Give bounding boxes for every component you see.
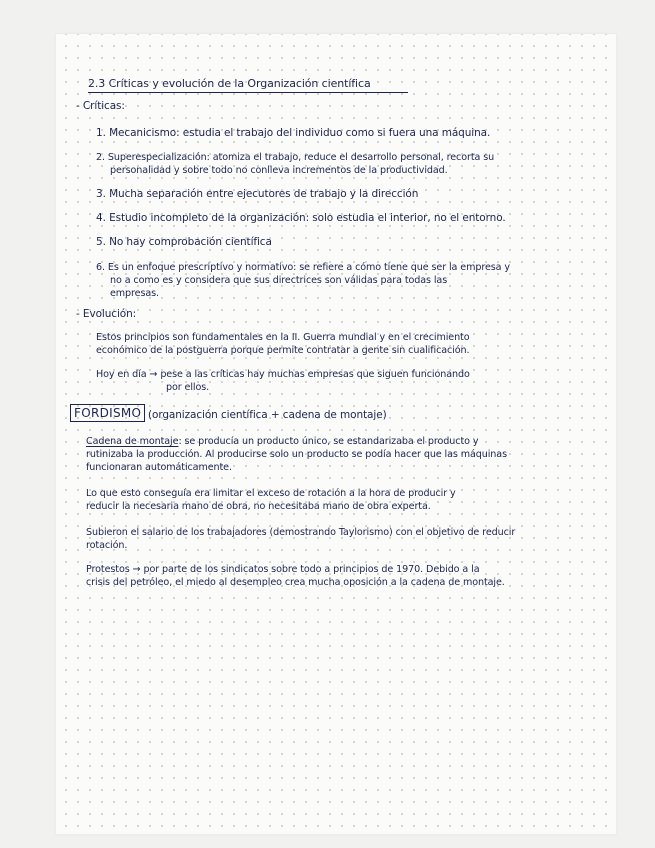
evolucion-p1-line1: Estos principios son fundamentales en la II. Guerra mundial y en el crecimiento (96, 332, 470, 343)
fordismo-subtitle: (organización científica + cadena de montaje) (148, 409, 387, 421)
fordismo-p1-line3: funcionaran automáticamente. (86, 462, 232, 473)
title-underline (88, 92, 408, 93)
critica-text: Mucha separación entre ejecutores de trabajo y la dirección (109, 188, 419, 200)
cadena-text: : se producía un producto único, se estandarizaba el producto y (178, 436, 479, 447)
fordismo-p3-line2: rotación. (86, 540, 128, 551)
critica-text: Es un enfoque prescriptivo y normativo: se refiere a cómo tiene que ser la empresa y (107, 262, 510, 273)
evolucion-p2-line1: Hoy en día → pese a las críticas hay muchas empresas que siguen funcionando (96, 369, 470, 380)
critica-item-3 (96, 188, 418, 200)
critica-item-6-line3: empresas. (110, 288, 159, 299)
fordismo-p3-line1: Subieron el salario de los trabajadores (demostrando Taylorismo) con el objetivo de reducir (86, 527, 516, 538)
evolucion-p2-line2: por ellos. (166, 382, 210, 393)
critica-item-1 (96, 127, 490, 139)
critica-text: Estudio incompleto de la organización: solo estudia el interior, no el entorno. (109, 212, 506, 224)
critica-item-6 (96, 262, 510, 274)
cadena-label: Cadena de montaje (86, 436, 179, 447)
fordismo-p2-line1: Lo que esto conseguía era limitar el exceso de rotación a la hora de producir y (86, 488, 456, 499)
fordismo-p1-line1 (86, 436, 478, 448)
fordismo-box: FORDISMO (70, 404, 145, 422)
critica-text: No hay comprobación científica (109, 236, 272, 248)
criticas-heading: - Críticas: (76, 100, 125, 112)
evolucion-heading: - Evolución: (76, 308, 137, 320)
critica-num: 5. (96, 236, 106, 248)
critica-item-5 (96, 236, 272, 248)
evolucion-p1-line2: económico de la postguerra porque permite contratar a gente sin cualificación. (96, 345, 470, 356)
notebook-page (56, 34, 616, 834)
critica-item-6-line2: no a como es y considera que sus directrices son válidas para todas las (110, 275, 448, 286)
critica-num: 2. (96, 152, 105, 163)
critica-num: 6. (96, 262, 105, 273)
fordismo-p2-line2: reducir la necesaria mano de obra, no necesitaba mano de obra experta. (86, 501, 431, 512)
critica-num: 3. (96, 188, 106, 200)
critica-num: 1. (96, 127, 106, 139)
critica-item-2-line2: personalidad y sobre todo no conlleva incrementos de la productividad. (110, 165, 448, 176)
fordismo-p1-line2: rutinizaba la producción. Al producirse solo un producto se podía hacer que las máquinas (86, 449, 507, 460)
fordismo-p4-line1: Protestos → por parte de los sindicatos sobre todo a principios de 1970. Debido a la (86, 564, 480, 575)
critica-text: Mecanicismo: estudia el trabajo del individuo como si fuera una máquina. (109, 127, 491, 139)
fordismo-p4-line2: crisis del petróleo, el miedo al desempleo crea mucha oposición a la cadena de montaje. (86, 577, 505, 588)
critica-num: 4. (96, 212, 106, 224)
critica-text: Superespecialización: atomiza el trabajo, reduce el desarrollo personal, recorta su (107, 152, 495, 163)
critica-item-4 (96, 212, 506, 224)
page-title: 2.3 Críticas y evolución de la Organización científica (88, 77, 371, 90)
critica-item-2 (96, 152, 494, 164)
